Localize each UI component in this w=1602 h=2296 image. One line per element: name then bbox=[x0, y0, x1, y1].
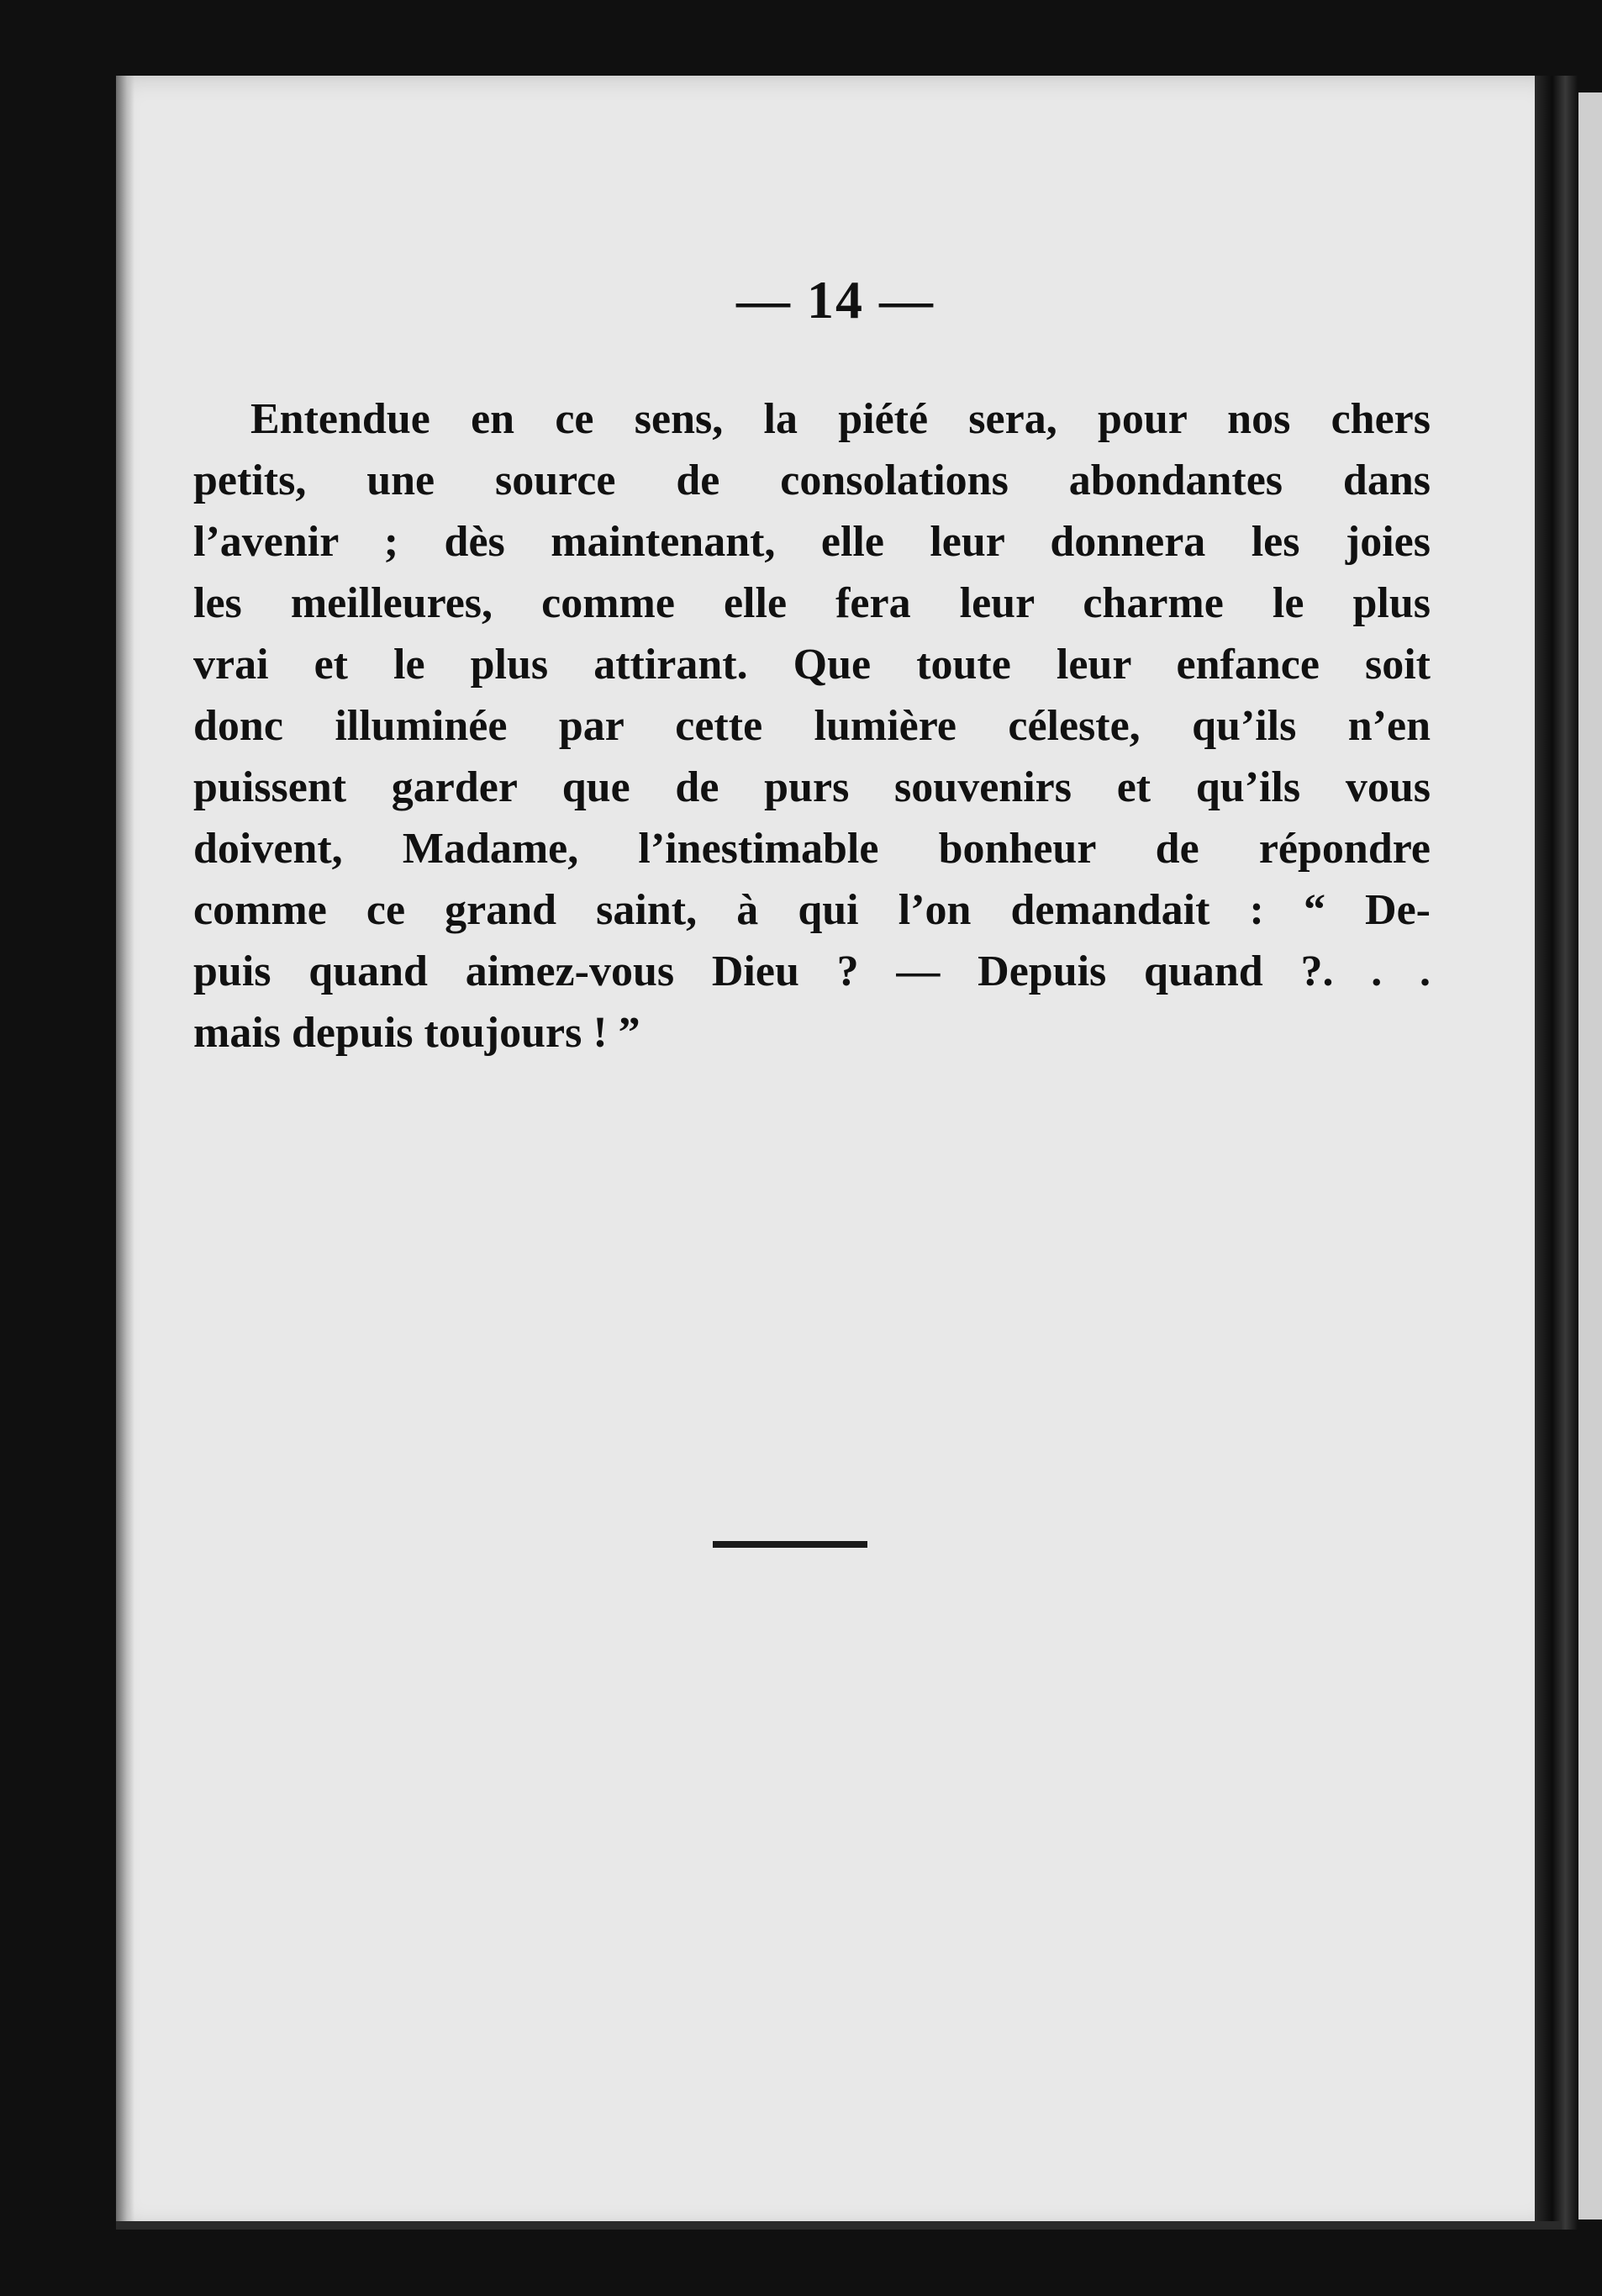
adjacent-page-edge bbox=[1578, 92, 1602, 2219]
text-line: puis quand aimez-vous Dieu ? — Depuis quand ?. . . bbox=[193, 947, 1431, 995]
text-line: donc illuminée par cette lumière céleste, qu’ils n’en bbox=[193, 702, 1431, 750]
text-line: Entendue en ce sens, la piété sera, pour nos chers bbox=[250, 395, 1431, 443]
document-page bbox=[116, 76, 1555, 2230]
text-line: les meilleures, comme elle fera leur charme le plus bbox=[193, 579, 1431, 627]
text-line: vrai et le plus attirant. Que toute leur enfance soit bbox=[193, 641, 1431, 689]
text-line: puissent garder que de purs souvenirs et qu’ils vous bbox=[193, 763, 1431, 811]
body-paragraph bbox=[193, 388, 1431, 1064]
end-ornament-rule bbox=[713, 1541, 867, 1548]
text-line: l’avenir ; dès maintenant, elle leur donnera les joies bbox=[193, 518, 1431, 566]
text-line: comme ce grand saint, à qui l’on demandait : “ De- bbox=[193, 886, 1431, 934]
text-line: petits, une source de consolations abondantes dans bbox=[193, 457, 1431, 504]
page-left-edge bbox=[116, 76, 134, 2230]
page-number: — 14 — bbox=[736, 270, 935, 330]
text-line: doivent, Madame, l’inestimable bonheur de répondre bbox=[193, 825, 1431, 873]
page-bottom-edge bbox=[116, 2221, 1562, 2230]
text-line: mais depuis toujours ! ” bbox=[193, 1009, 640, 1057]
book-binding bbox=[1535, 76, 1578, 2230]
